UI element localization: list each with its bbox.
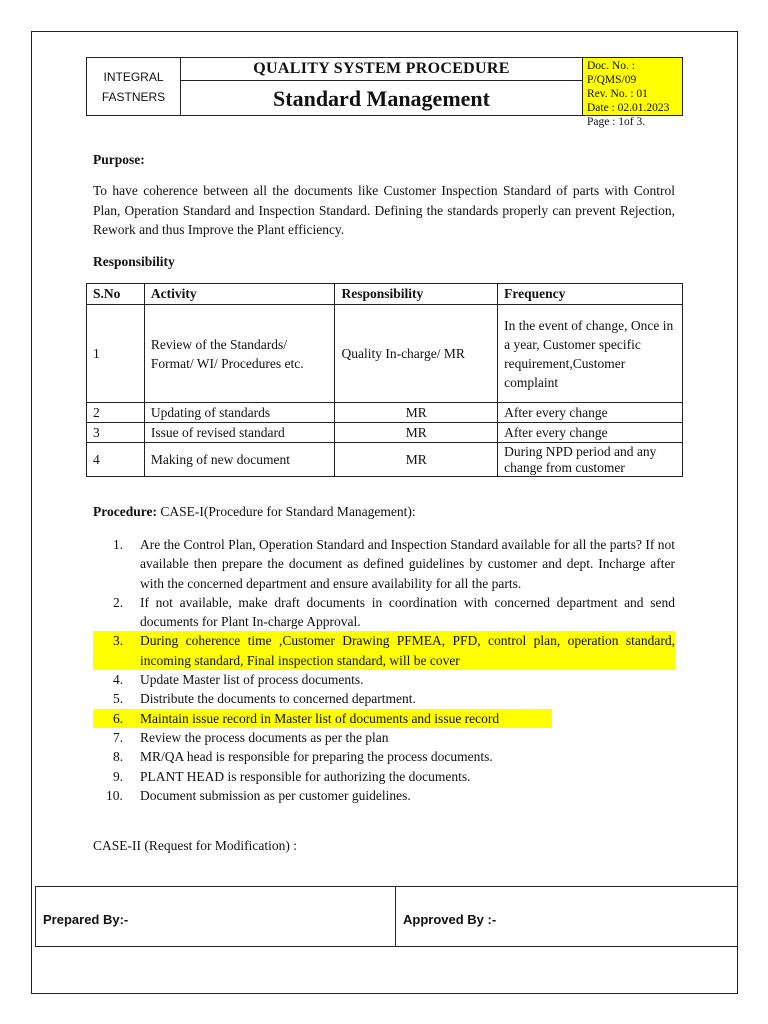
column-header: Activity [144,284,335,305]
item-text: Distribute the documents to concerned department. [140,691,416,707]
prepared-by-cell [36,887,396,946]
item-text: Are the Control Plan, Operation Standard and Inspection Standard available for all the parts? If not available then prepare the document as defined guidelines by customer and dept. Incharge after with the concerned department and ensure availability for all the parts. [140,537,675,591]
doc-number: Doc. No. : P/QMS/09 [587,60,637,86]
procedure-type-title: QUALITY SYSTEM PROCEDURE [181,58,582,81]
list-item [93,593,675,632]
table-row [87,305,683,403]
cell-responsibility: MR [335,423,498,443]
list-item [93,689,675,708]
item-number: 6. [113,710,124,726]
cell-sno: 4 [87,443,145,477]
table-row [87,443,683,477]
approved-by-label: Approved By :- [403,912,497,927]
item-text: Maintain issue record in Master list of documents and issue record [140,710,500,726]
item-text: MR/QA head is responsible for preparing the process documents. [140,749,493,765]
cell-frequency: After every change [498,403,683,423]
item-number: 10. [106,787,123,803]
table-row [87,403,683,423]
document-header [86,57,683,128]
responsibility-table [86,283,683,477]
column-header: Frequency [498,284,683,305]
item-text: Document submission as per customer guidelines. [140,787,411,803]
item-number: 2. [113,594,124,610]
item-number: 3. [113,633,124,649]
list-item [93,670,675,689]
cell-activity: Updating of standards [144,403,335,423]
document-title: Standard Management [273,86,490,111]
item-number: 7. [113,729,124,745]
item-text: During coherence time ,Customer Drawing PFMEA, PFD, control plan, operation standard, incoming standard, Final inspection standard, will be cover [140,633,675,668]
purpose-heading: Purpose: [93,152,145,167]
column-header: Responsibility [335,284,498,305]
list-item [93,786,675,805]
cell-activity: Issue of revised standard [144,423,335,443]
item-number: 1. [113,537,124,552]
item-text: PLANT HEAD is responsible for authorizing the documents. [140,768,471,784]
purpose-text: To have coherence between all the documents like Customer Inspection Standard of parts with Control Plan, Operation Standard and Inspection Standard. Defining the standards properly can prevent Rejection, Rework and thus Improve the Plant efficiency. [93,183,675,237]
cell-responsibility: MR [335,403,498,423]
header-title-block [181,58,583,115]
item-number: 5. [113,691,124,707]
item-text: If not available, make draft documents in coordination with concerned department and send documents for Plant In-charge Approval. [140,594,675,630]
procedure-case1-line [93,502,675,522]
column-header: S.No [87,284,145,305]
cell-frequency: During NPD period and any change from customer [498,443,683,477]
document-control-info [583,58,682,128]
document-date: Date : 02.01.2023 [587,102,670,114]
revision-number: Rev. No. : 01 [587,88,648,100]
cell-activity: Making of new document [144,443,335,477]
list-item [93,767,675,786]
company-line-1: INTEGRAL [103,69,164,84]
cell-sno: 3 [87,423,145,443]
case2-title: CASE-II (Request for Modification) : [93,838,297,853]
list-item-highlighted [93,709,552,728]
prepared-by-label: Prepared By:- [43,912,129,927]
item-number: 4. [113,672,124,688]
list-item [93,747,675,766]
table-header-row [87,284,683,305]
page-number: Page : 1of 3. [587,116,646,128]
list-item-highlighted [93,631,675,670]
cell-sno: 2 [87,403,145,423]
table-row [87,423,683,443]
cell-responsibility: Quality In-charge/ MR [335,305,498,403]
responsibility-heading: Responsibility [93,254,175,269]
company-name [87,58,181,115]
item-text: Update Master list of process documents. [140,672,364,688]
item-number: 8. [113,749,124,765]
list-item [93,535,675,593]
approved-by-cell [396,887,737,946]
cell-sno: 1 [87,305,145,403]
cell-frequency: After every change [498,423,683,443]
procedure-heading: Procedure: [93,504,157,519]
cell-activity: Review of the Standards/ Format/ WI/ Procedures etc. [144,305,335,403]
case1-title: CASE-I(Procedure for Standard Management): [156,504,416,519]
signature-footer [35,886,738,947]
cell-frequency: In the event of change, Once in a year, Customer specific requirement,Customer complaint [498,305,683,403]
company-line-2: FASTNERS [101,89,166,104]
item-number: 9. [113,768,124,784]
list-item [93,728,675,747]
procedure-list [93,535,675,805]
cell-responsibility: MR [335,443,498,477]
item-text: Review the process documents as per the plan [140,729,389,745]
